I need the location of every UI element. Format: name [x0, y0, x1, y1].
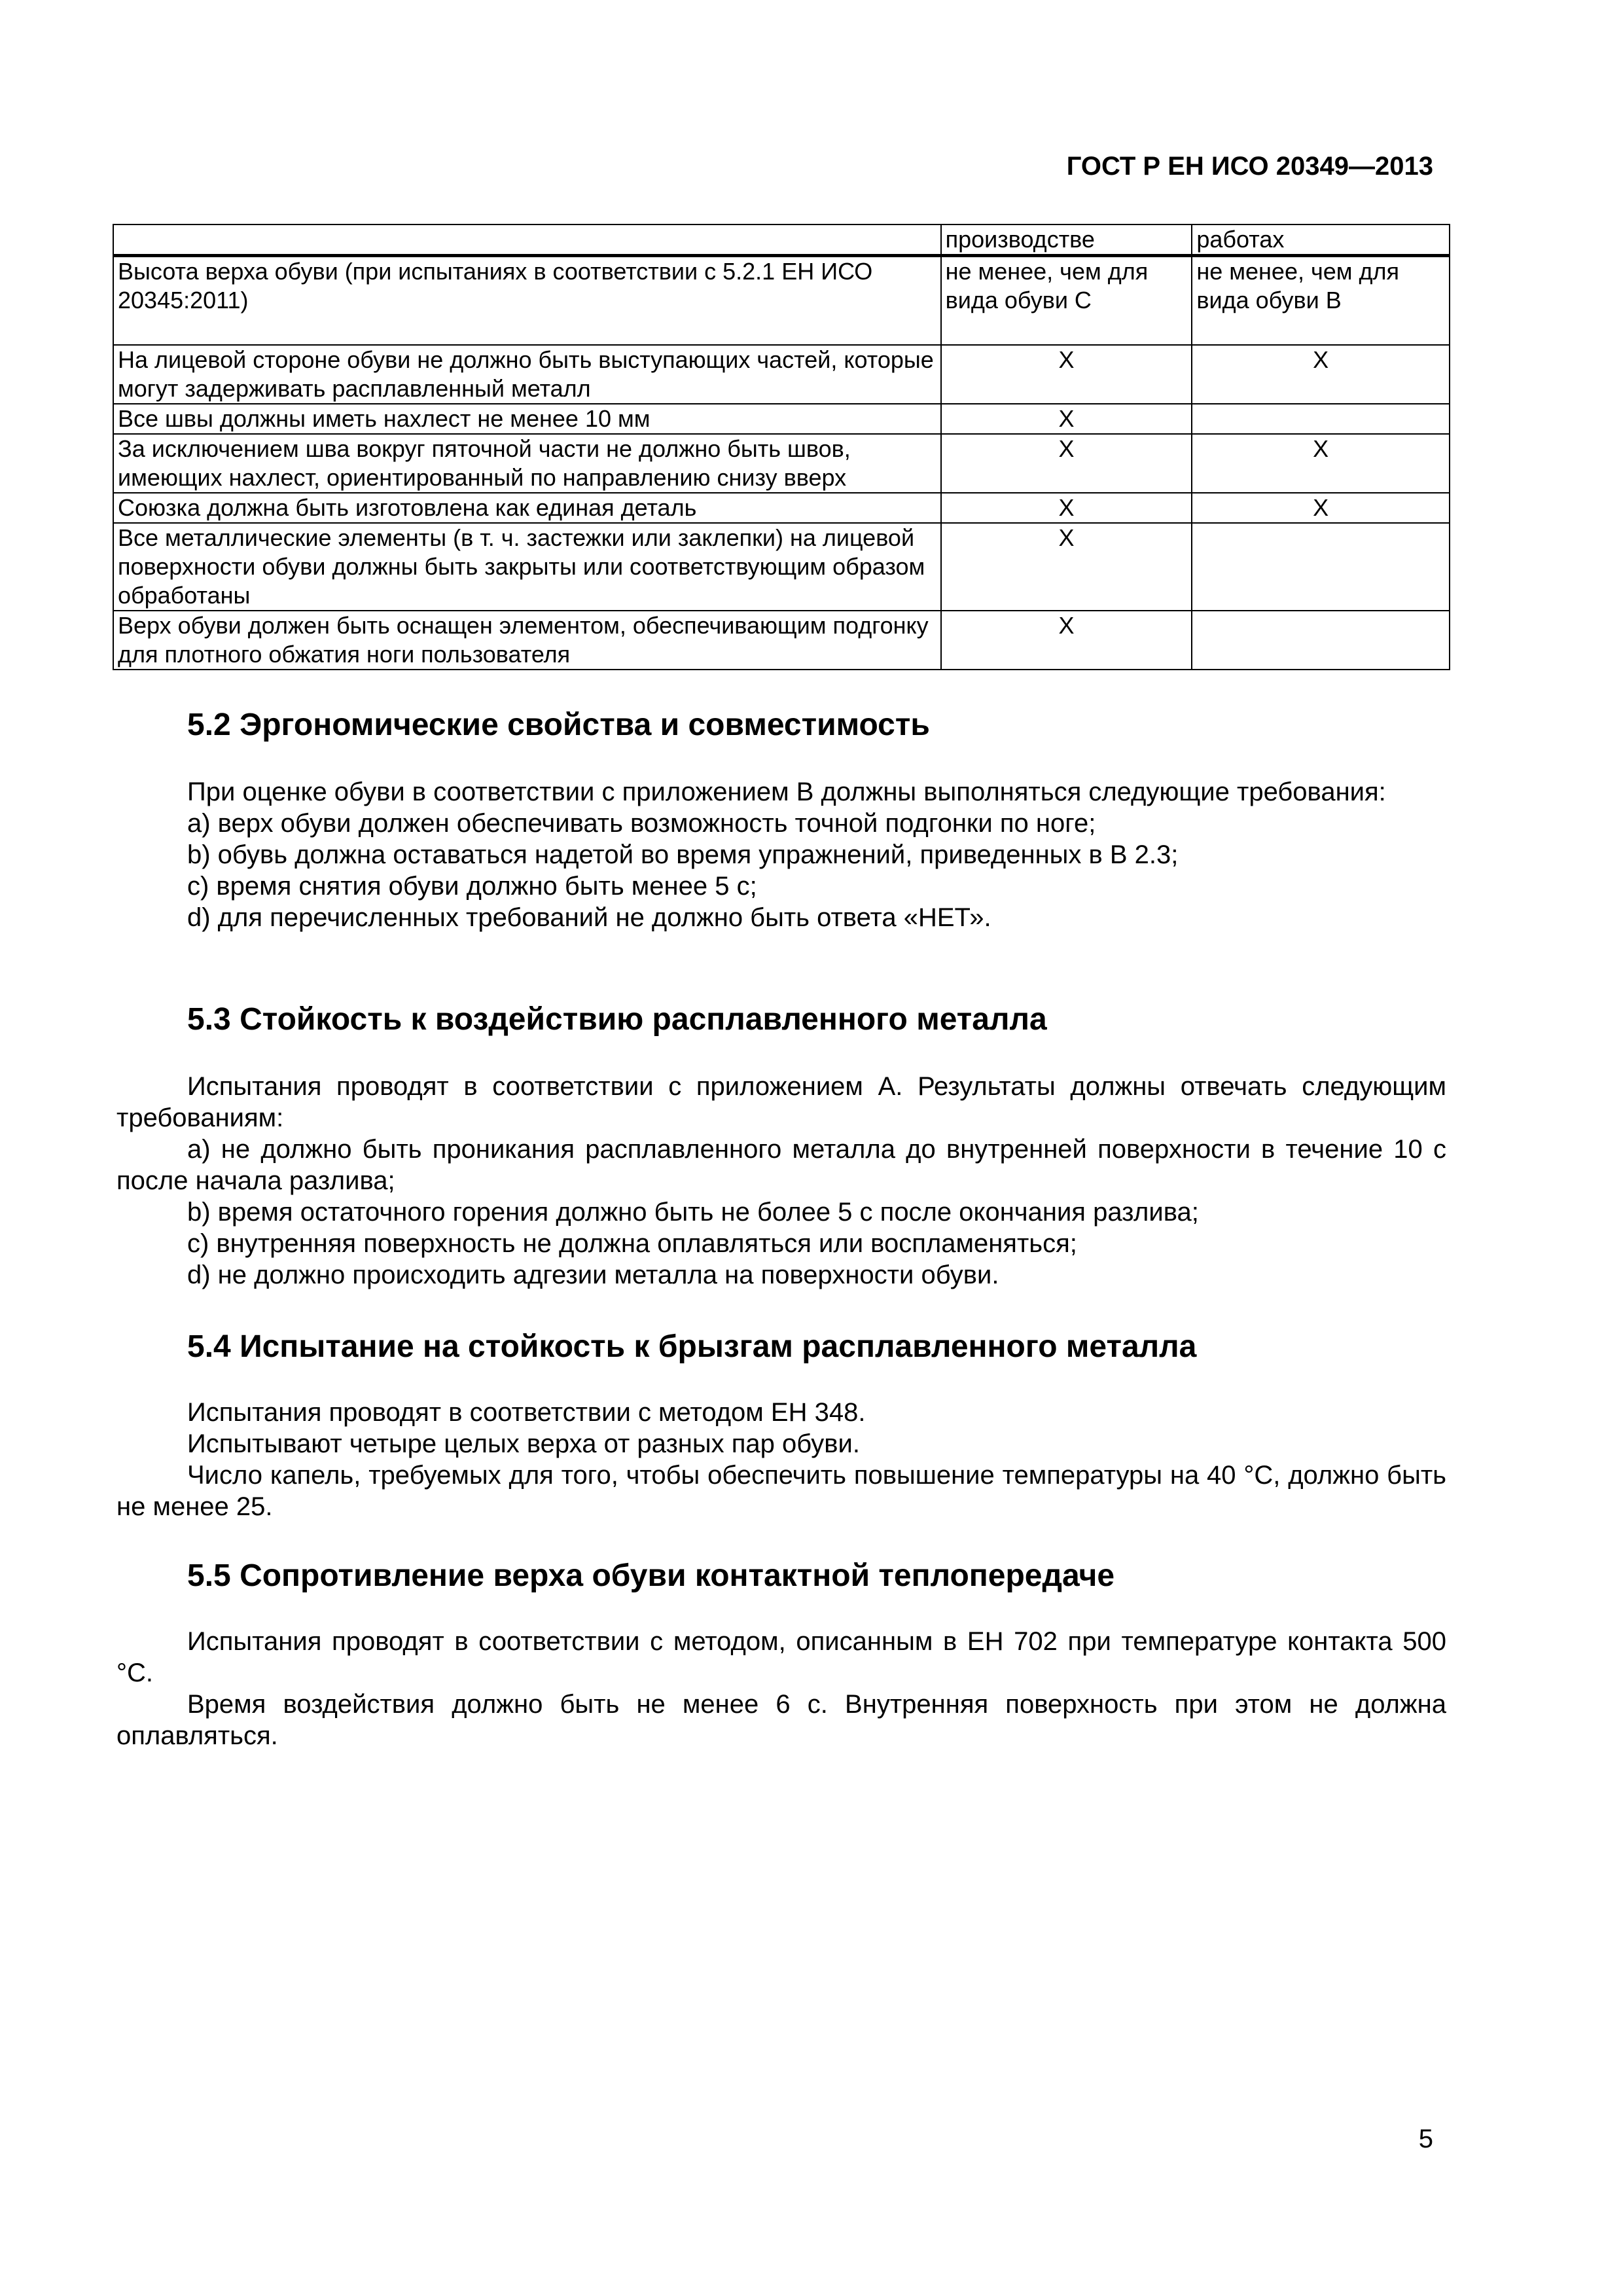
- table-row: [113, 434, 1450, 493]
- requirement-cell: За исключением шва вокруг пяточной части не должно быть швов, имеющих нахлест, ориентированный по направлению снизу вверх: [113, 434, 941, 493]
- table-row: [113, 523, 1450, 611]
- works-cell: [1192, 611, 1450, 670]
- table-row: [113, 611, 1450, 670]
- requirement-cell: Высота верха обуви (при испытаниях в соответствии с 5.2.1 ЕН ИСО 20345:2011): [113, 256, 941, 345]
- page-number: 5: [1418, 2125, 1433, 2153]
- table-header-cell: производстве: [941, 224, 1192, 256]
- section-5-4-body: [116, 1397, 1446, 1522]
- works-cell: X: [1192, 345, 1450, 404]
- table-header-cell: работах: [1192, 224, 1450, 256]
- requirement-cell: Верх обуви должен быть оснащен элементом, обеспечивающим подгонку для плотного обжатия ноги пользователя: [113, 611, 941, 670]
- requirement-cell: На лицевой стороне обуви не должно быть выступающих частей, которые могут задерживать расплавленный металл: [113, 345, 941, 404]
- section-5-5-body: [116, 1626, 1446, 1751]
- section-heading-5-2: 5.2 Эргономические свойства и совместимость: [187, 708, 930, 742]
- works-cell: [1192, 404, 1450, 434]
- section-5-3-body: [116, 1071, 1446, 1291]
- production-cell: X: [941, 611, 1192, 670]
- paragraph: Время воздействия должно быть не менее 6 с. Внутренняя поверхность при этом не должна оплавляться.: [116, 1690, 1446, 1750]
- production-cell: X: [941, 493, 1192, 523]
- works-cell: не менее, чем для вида обуви В: [1192, 256, 1450, 345]
- works-cell: X: [1192, 434, 1450, 493]
- list-item: a) верх обуви должен обеспечивать возможность точной подгонки по ноге;: [187, 809, 1096, 838]
- table-row: [113, 493, 1450, 523]
- table-row: [113, 345, 1450, 404]
- table-header-row: [113, 224, 1450, 256]
- list-item: b) время остаточного горения должно быть не более 5 с после окончания разлива;: [187, 1198, 1199, 1227]
- paragraph: Число капель, требуемых для того, чтобы обеспечить повышение температуры на 40 °С, должно быть не менее 25.: [116, 1461, 1446, 1521]
- requirements-table: [113, 224, 1450, 670]
- production-cell: не менее, чем для вида обуви С: [941, 256, 1192, 345]
- works-cell: [1192, 523, 1450, 611]
- section-5-2-body: [116, 776, 1446, 933]
- table-row: [113, 256, 1450, 345]
- section-heading-5-3: 5.3 Стойкость к воздействию расплавленного металла: [187, 1002, 1047, 1037]
- list-item: d) не должно происходить адгезии металла на поверхности обуви.: [187, 1261, 999, 1289]
- production-cell: X: [941, 345, 1192, 404]
- production-cell: X: [941, 434, 1192, 493]
- production-cell: X: [941, 523, 1192, 611]
- works-cell: X: [1192, 493, 1450, 523]
- list-item: d) для перечисленных требований не должно быть ответа «НЕТ».: [187, 903, 991, 932]
- list-item: c) внутренняя поверхность не должна оплавляться или воспламеняться;: [187, 1229, 1077, 1258]
- paragraph: Испытывают четыре целых верха от разных пар обуви.: [187, 1429, 860, 1458]
- paragraph: Испытания проводят в соответствии с приложением А. Результаты должны отвечать следующим требованиям:: [116, 1072, 1446, 1132]
- section-heading-5-4: 5.4 Испытание на стойкость к брызгам расплавленного металла: [187, 1329, 1197, 1364]
- paragraph: Испытания проводят в соответствии с методом ЕН 348.: [187, 1398, 866, 1427]
- requirement-cell: Все швы должны иметь нахлест не менее 10 мм: [113, 404, 941, 434]
- requirement-cell: Союзка должна быть изготовлена как единая деталь: [113, 493, 941, 523]
- paragraph: Испытания проводят в соответствии с методом, описанным в ЕН 702 при температуре контакта 500 °С.: [116, 1627, 1446, 1687]
- table-header-cell: [113, 224, 941, 256]
- list-item: c) время снятия обуви должно быть менее 5 с;: [187, 872, 757, 901]
- table-row: [113, 404, 1450, 434]
- production-cell: X: [941, 404, 1192, 434]
- requirement-cell: Все металлические элементы (в т. ч. застежки или заклепки) на лицевой поверхности обуви должны быть закрыты или соответствующим образом обработаны: [113, 523, 941, 611]
- list-item: a) не должно быть проникания расплавленного металла до внутренней поверхности в течение 10 с после начала разлива;: [116, 1135, 1446, 1195]
- list-item: b) обувь должна оставаться надетой во время упражнений, приведенных в В 2.3;: [187, 840, 1179, 869]
- standard-header: ГОСТ Р ЕН ИСО 20349—2013: [1066, 152, 1433, 181]
- paragraph: При оценке обуви в соответствии с приложением В должны выполняться следующие требования:: [187, 778, 1386, 806]
- section-heading-5-5: 5.5 Сопротивление верха обуви контактной теплопередаче: [187, 1558, 1115, 1593]
